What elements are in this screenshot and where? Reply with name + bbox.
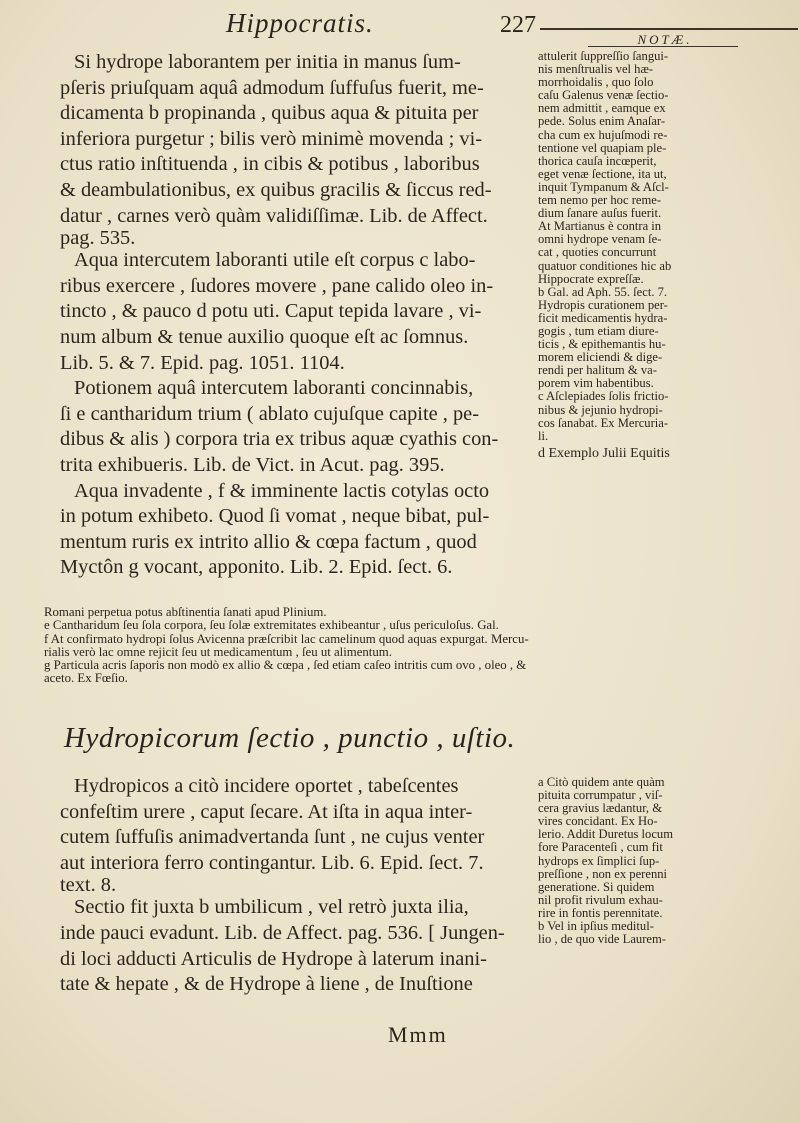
note-line: d Exemplo Julii Equitis bbox=[538, 445, 670, 461]
note-line: tem nemo per hoc reme- bbox=[538, 193, 662, 208]
note-line: pituita corrumpatur , viſ- bbox=[538, 788, 663, 803]
notes-heading-rule bbox=[588, 46, 738, 47]
note-line: quatuor conditiones hic ab bbox=[538, 258, 672, 273]
note-line: pede. Solus enim Anaſar- bbox=[538, 114, 666, 129]
note-line: generatione. Si quidem bbox=[538, 879, 655, 894]
note-line: li. bbox=[538, 428, 549, 443]
text-line: text. 8. bbox=[60, 874, 117, 897]
note-line: cha cum ex hujuſmodi re- bbox=[538, 127, 668, 142]
note-line: preſſione , non ex perenni bbox=[538, 866, 668, 881]
note-line: porem vim habentibus. bbox=[538, 376, 654, 391]
note-line: thorica cauſa incœperit, bbox=[538, 153, 657, 168]
footnote-line: rialis verò lac omne rejicit ſeu ut medicamentum , ſeu ut alimentum. bbox=[44, 644, 392, 659]
note-line: Hydropis curationem per- bbox=[538, 297, 668, 312]
note-line: tentione vel quapiam ple- bbox=[538, 140, 667, 155]
text-line: tincto , & pauco d potu uti. Caput tepida lavare , vi- bbox=[60, 300, 482, 323]
text-line: confeſtim urere , caput ſecare. At iſta in aqua inter- bbox=[60, 800, 473, 823]
text-line: aut interiora ferro contingantur. Lib. 6. Epid. ſect. 7. bbox=[60, 851, 484, 874]
note-line: attulerit ſuppreſſio ſangui- bbox=[538, 49, 669, 63]
note-line: hydrops ex ſimplici ſup- bbox=[538, 853, 660, 868]
text-line: inferiora purgetur ; bilis verò minimè movenda ; vi- bbox=[60, 127, 483, 150]
note-line: lerio. Addit Duretus locum bbox=[538, 827, 674, 842]
text-line: Myctôn g vocant, apponito. Lib. 2. Epid. ſect. 6. bbox=[60, 556, 453, 579]
footnote-line: g Particula acris ſaporis non modò ex allio & cœpa , ſed etiam caſeo intritis cum ovo , oleo , & bbox=[44, 658, 527, 673]
notes-heading: NOTÆ. bbox=[637, 32, 693, 47]
running-title: Hippocratis. bbox=[226, 8, 374, 38]
text-line: pſeris priuſquam aquâ admodum ſuffuſus fuerit, me- bbox=[60, 76, 484, 99]
note-line: morrhoidalis , quo ſolo bbox=[538, 75, 654, 90]
text-line: pag. 535. bbox=[60, 227, 136, 250]
note-line: b Vel in ipſius meditul- bbox=[538, 919, 654, 934]
main-text-top bbox=[60, 50, 540, 581]
text-line: trita exhibueris. Lib. de Vict. in Acut. pag. 395. bbox=[60, 453, 445, 476]
text-line: cutem ſuffuſis animadvertanda ſunt , ne cujus venter bbox=[60, 826, 485, 849]
note-line: lio , de quo vide Laurem- bbox=[538, 932, 666, 947]
text-line: mentum ruris ex intrito allio & cœpa factum , quod bbox=[60, 530, 477, 553]
note-line: morem eliciendi & dige- bbox=[538, 350, 663, 365]
marginal-notes-bottom bbox=[538, 776, 743, 946]
note-line: b Gal. ad Aph. 55. ſect. 7. bbox=[538, 284, 668, 299]
note-line: cat , quoties concurrunt bbox=[538, 245, 657, 260]
note-line: nibus & jejunio hydropi- bbox=[538, 402, 663, 417]
text-line: ctus ratio inſtituenda , in cibis & potibus , laboribus bbox=[60, 153, 480, 176]
note-line: rendi per halitum & va- bbox=[538, 363, 657, 378]
text-line: in potum exhibeto. Quod ſi vomat , neque bibat, pul- bbox=[60, 505, 490, 528]
note-line: omni hydrope venam ſe- bbox=[538, 232, 662, 247]
note-line: At Martianus è contra in bbox=[538, 219, 662, 234]
text-line: inde pauci evadunt. Lib. de Affect. pag. 536. [ Jungen- bbox=[60, 921, 505, 944]
text-line: Aqua invadente , f & imminente lactis cotylas octo bbox=[74, 479, 490, 502]
footnote-line: Romani perpetua potus abſtinentia ſanati apud Plinium. bbox=[44, 605, 327, 619]
note-line: cos ſanabat. Ex Mercuria- bbox=[538, 415, 669, 430]
note-line: cera gravius lædantur, & bbox=[538, 801, 662, 816]
footnote-line: f At confirmato hydropi ſolus Avicenna præſcribit lac camelinum quod aquas expurgat. Mercu- bbox=[44, 631, 529, 646]
text-line: Lib. 5. & 7. Epid. pag. 1051. 1104. bbox=[60, 351, 345, 374]
note-line: rire in fontis perennitate. bbox=[538, 905, 663, 920]
note-line: dium ſanare auſus fuerit. bbox=[538, 206, 662, 221]
note-line: caſu Galenus venæ ſectio- bbox=[538, 88, 669, 103]
note-line: eget venæ ſectione, ita ut, bbox=[538, 166, 667, 181]
text-line: datur , carnes verò quàm validiſſimæ. Lib. de Affect. bbox=[60, 204, 488, 227]
section-title: Hydropicorum ſectio , punctio , uſtio. bbox=[64, 722, 516, 754]
note-line: Hippocrate expreſſæ. bbox=[538, 271, 644, 286]
footnote-line: e Cantharidum ſeu ſola corpora, ſeu ſolæ extremitates exhibeantur , uſus periculoſus. Gal. bbox=[44, 618, 499, 633]
note-line: vires concidant. Ex Ho- bbox=[538, 814, 658, 829]
note-line: c Aſclepiades ſolis frictio- bbox=[538, 389, 669, 404]
text-line: dibus & alis ) corpora tria ex tribus aquæ cyathis con- bbox=[60, 428, 499, 451]
text-line: Potionem aquâ intercutem laboranti concinnabis, bbox=[74, 377, 474, 400]
text-line: Hydropicos a citò incidere oportet , tabeſcentes bbox=[74, 775, 459, 797]
text-line: & deambulationibus, ex quibus gracilis & ſiccus red- bbox=[60, 178, 492, 201]
header-rule bbox=[540, 28, 798, 30]
text-line: Aqua intercutem laboranti utile eſt corpus c labo- bbox=[74, 249, 476, 272]
signature-mark: Mmm bbox=[388, 1022, 448, 1047]
note-line: a Citò quidem ante quàm bbox=[538, 775, 665, 789]
text-line: num album & tenue auxilio quoque eſt ac ſomnus. bbox=[60, 325, 469, 348]
note-line: inquit Tympanum & Aſcl- bbox=[538, 179, 669, 194]
text-line: Si hydrope laborantem per initia in manus ſum- bbox=[74, 51, 461, 73]
text-line: tate & hepate , & de Hydrope à liene , de Inuſtione bbox=[60, 973, 473, 996]
marginal-notes-top bbox=[538, 50, 743, 460]
note-line: nil profit rivulum exhau- bbox=[538, 892, 663, 907]
note-line: nem admittit , eamque ex bbox=[538, 101, 666, 116]
note-line: ficit medicamentis hydra- bbox=[538, 310, 668, 325]
text-line: ſi e cantharidum trium ( ablato cujuſque capite , pe- bbox=[60, 402, 479, 425]
main-text-bottom bbox=[60, 774, 540, 998]
footnotes bbox=[44, 606, 744, 686]
text-line: ribus exercere , ſudores movere , pane calido oleo in- bbox=[60, 274, 494, 297]
note-line: fore Paracenteſi , cum fit bbox=[538, 840, 663, 855]
page-number: 227 bbox=[500, 12, 536, 38]
text-line: di loci adducti Articulis de Hydrope à laterum inani- bbox=[60, 947, 487, 970]
footnote-line: aceto. Ex Fœſio. bbox=[44, 671, 128, 686]
note-line: nis menſtrualis vel hæ- bbox=[538, 62, 654, 77]
text-line: Sectio fit juxta b umbilicum , vel retrò juxta ilia, bbox=[74, 896, 469, 919]
note-line: ticis , & epithemantis hu- bbox=[538, 337, 666, 352]
text-line: dicamenta b propinanda , quibus aqua & pituita per bbox=[60, 102, 479, 125]
note-line: gogis , tum etiam diure- bbox=[538, 323, 659, 338]
